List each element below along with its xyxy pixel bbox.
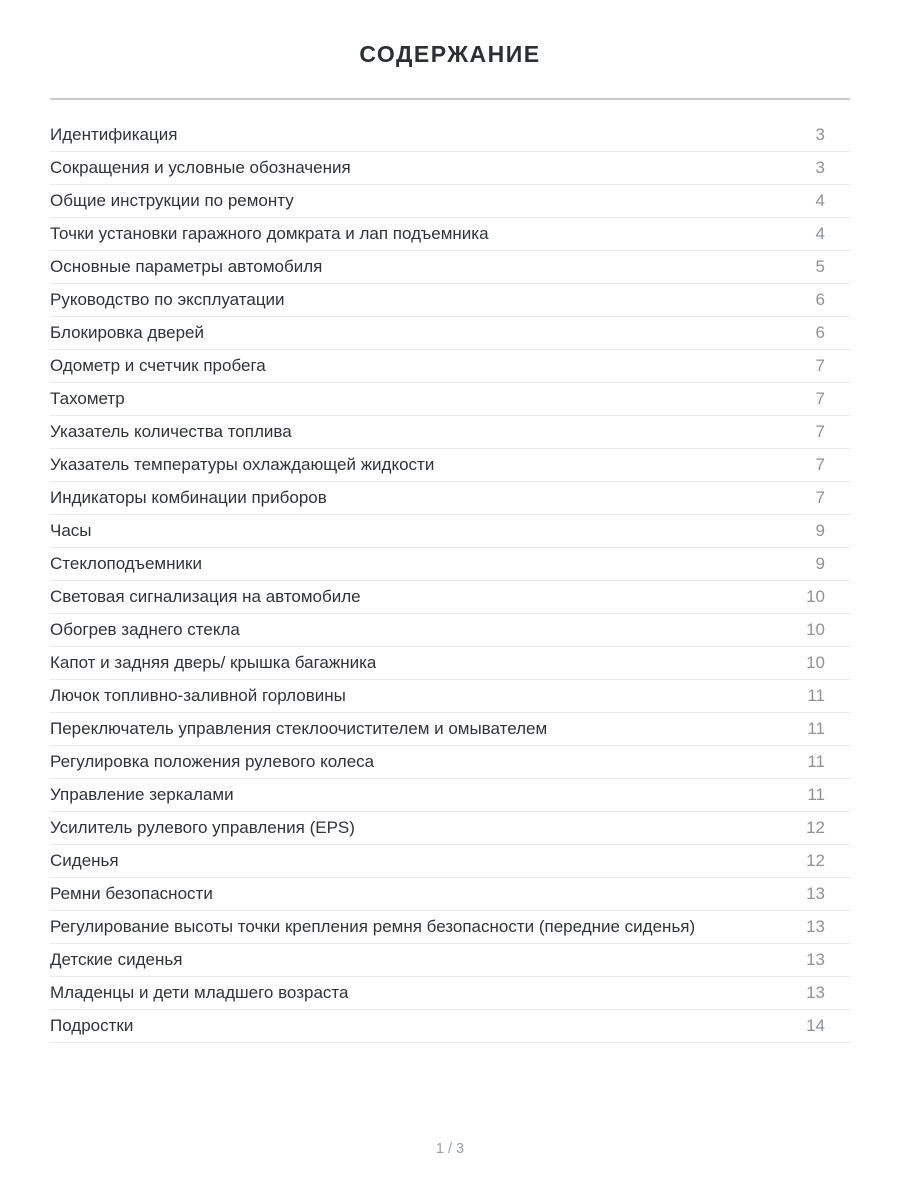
toc-entry-page-number: 11 <box>807 752 825 771</box>
toc-entry-title: Управление зеркалами <box>50 785 234 804</box>
toc-row <box>50 581 850 614</box>
toc-entry-title: Сиденья <box>50 851 119 870</box>
toc-entry-page-number: 12 <box>806 851 825 870</box>
toc-row <box>50 812 850 845</box>
toc-entry-page-number: 7 <box>815 356 825 375</box>
toc-entry-page-number: 11 <box>807 686 825 705</box>
toc-entry-page-number: 10 <box>806 620 825 639</box>
toc-entry-title: Лючок топливно-заливной горловины <box>50 686 346 705</box>
toc-row <box>50 218 850 251</box>
toc-row <box>50 284 850 317</box>
toc-entry-title: Тахометр <box>50 389 125 408</box>
toc-entry-title: Стеклоподъемники <box>50 554 202 573</box>
toc-row <box>50 449 850 482</box>
title-divider <box>50 98 850 100</box>
toc-row <box>50 746 850 779</box>
toc-entry-title: Сокращения и условные обозначения <box>50 158 351 177</box>
toc-entry-title: Основные параметры автомобиля <box>50 257 323 276</box>
toc-entry-page-number: 11 <box>807 785 825 804</box>
toc-entry-page-number: 4 <box>815 224 825 243</box>
toc-entry-title: Точки установки гаражного домкрата и лап подъемника <box>50 224 489 243</box>
toc-entry-page-number: 13 <box>806 950 825 969</box>
toc-entry-page-number: 10 <box>806 587 825 606</box>
toc-entry-page-number: 9 <box>815 521 825 540</box>
page-indicator: 1 / 3 <box>435 1141 465 1157</box>
toc-entry-page-number: 12 <box>806 818 825 837</box>
toc-row <box>50 845 850 878</box>
toc-row <box>50 119 850 152</box>
toc-row <box>50 911 850 944</box>
toc-entry-page-number: 3 <box>815 158 825 177</box>
toc-entry-page-number: 3 <box>815 125 825 144</box>
toc-entry-title: Часы <box>50 521 92 540</box>
toc-entry-title: Световая сигнализация на автомобиле <box>50 587 361 606</box>
toc-entry-title: Усилитель рулевого управления (EPS) <box>50 818 355 837</box>
toc-entry-title: Указатель температуры охлаждающей жидкости <box>50 455 435 474</box>
toc-entry-page-number: 13 <box>806 917 825 936</box>
toc-entry-page-number: 6 <box>815 323 825 342</box>
toc-entry-title: Общие инструкции по ремонту <box>50 191 294 210</box>
toc-entry-page-number: 10 <box>806 653 825 672</box>
toc-entry-title: Переключатель управления стеклоочистителем и омывателем <box>50 719 548 738</box>
toc-row <box>50 185 850 218</box>
toc-entry-page-number: 13 <box>806 983 825 1002</box>
toc-entry-page-number: 6 <box>815 290 825 309</box>
toc-entry-page-number: 7 <box>815 488 825 507</box>
toc-row <box>50 614 850 647</box>
toc-row <box>50 1010 850 1043</box>
toc-entry-title: Подростки <box>50 1016 134 1035</box>
toc-row <box>50 647 850 680</box>
toc-entry-page-number: 9 <box>815 554 825 573</box>
toc-entry-page-number: 7 <box>815 422 825 441</box>
toc-entry-title: Младенцы и дети младшего возраста <box>50 983 349 1002</box>
toc-row <box>50 350 850 383</box>
toc-entry-title: Капот и задняя дверь/ крышка багажника <box>50 653 377 672</box>
toc-row <box>50 482 850 515</box>
toc-list <box>50 119 850 1043</box>
toc-entry-title: Индикаторы комбинации приборов <box>50 488 327 507</box>
toc-entry-title: Ремни безопасности <box>50 884 213 903</box>
toc-row <box>50 515 850 548</box>
toc-row <box>50 548 850 581</box>
toc-entry-title: Обогрев заднего стекла <box>50 620 240 639</box>
toc-row <box>50 779 850 812</box>
toc-entry-title: Блокировка дверей <box>50 323 205 342</box>
toc-entry-title: Идентификация <box>50 125 178 144</box>
toc-entry-page-number: 11 <box>807 719 825 738</box>
toc-row <box>50 317 850 350</box>
toc-row <box>50 416 850 449</box>
toc-row <box>50 878 850 911</box>
toc-entry-title: Регулирование высоты точки крепления ремня безопасности (передние сиденья) <box>50 917 696 936</box>
toc-row <box>50 251 850 284</box>
toc-entry-page-number: 5 <box>815 257 825 276</box>
toc-entry-page-number: 14 <box>806 1016 825 1035</box>
toc-entry-title: Указатель количества топлива <box>50 422 292 441</box>
toc-entry-title: Руководство по эксплуатации <box>50 290 285 309</box>
toc-entry-title: Регулировка положения рулевого колеса <box>50 752 375 771</box>
toc-entry-page-number: 4 <box>815 191 825 210</box>
toc-entry-page-number: 7 <box>815 389 825 408</box>
toc-entry-page-number: 13 <box>806 884 825 903</box>
toc-entry-title: Одометр и счетчик пробега <box>50 356 266 375</box>
toc-entry-title: Детские сиденья <box>50 950 183 969</box>
toc-row <box>50 944 850 977</box>
toc-row <box>50 680 850 713</box>
page-title: СОДЕРЖАНИЕ <box>359 41 541 67</box>
toc-row <box>50 713 850 746</box>
toc-row <box>50 152 850 185</box>
toc-row <box>50 383 850 416</box>
toc-entry-page-number: 7 <box>815 455 825 474</box>
toc-row <box>50 977 850 1010</box>
